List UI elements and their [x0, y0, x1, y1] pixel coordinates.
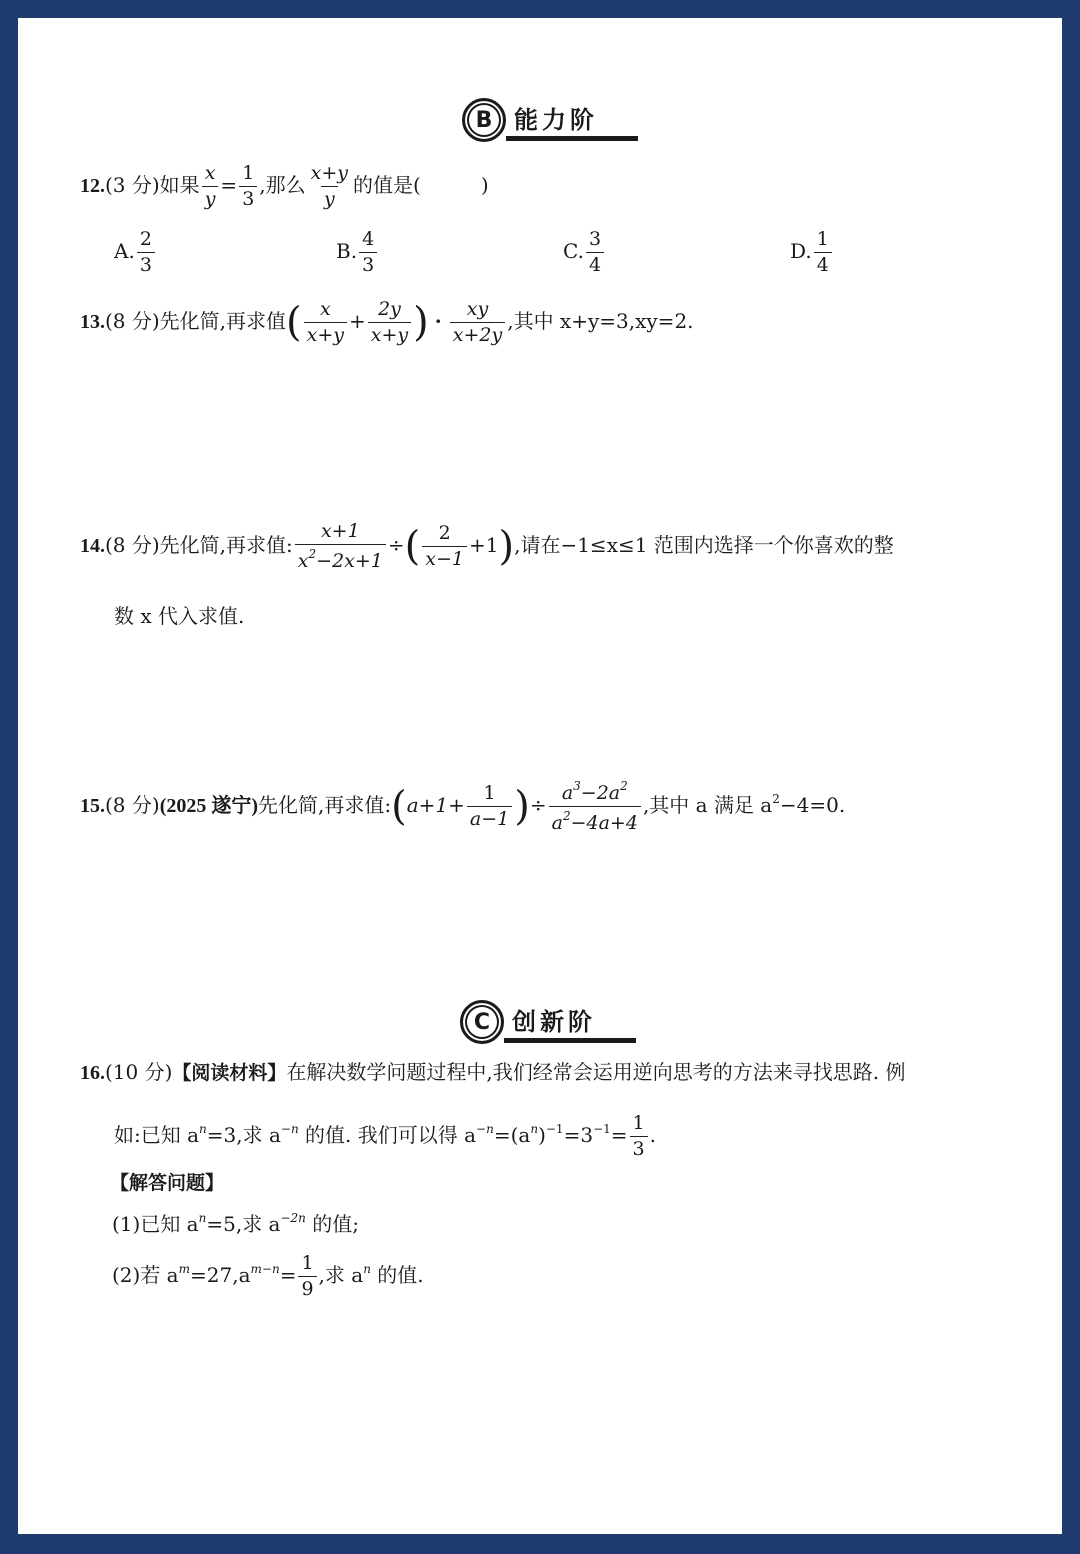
question-14-line2: 数 x 代入求值.	[114, 604, 245, 628]
section-b-badge: B	[462, 98, 506, 142]
fraction-x-over-y: $\frac{x}{y}$	[202, 164, 219, 209]
question-16-part-1: (1)已知 $a^n=5$,求 $a^{-2n}$ 的值;	[112, 1211, 360, 1236]
question-number: 14.	[80, 535, 105, 557]
question-prefix: (8 分)先化简,再求值	[105, 309, 287, 333]
question-15: 15.(8 分)(2025 遂宁)先化简,再求值:(a+1+ $\frac{1}{a-1}$ )÷ $\frac{a^3-2a^2}{a^2-4a+4}$ ,其中 a 满足 $a^2-4=0$.	[80, 779, 846, 834]
fraction-one-third: $\frac{1}{3}$	[239, 164, 257, 209]
question-16: 16.(10 分)【阅读材料】在解决数学问题过程中,我们经常会运用逆向思考的方法来寻找思路. 例	[80, 1060, 906, 1084]
question-number: 12.	[80, 175, 105, 197]
option-c[interactable]: C. $\frac{3}{4}$	[563, 230, 606, 275]
section-c-underline	[504, 1038, 636, 1043]
section-c-title: 创新阶	[512, 1008, 596, 1036]
section-b-underline	[506, 136, 638, 141]
question-suffix: 的值是( )	[353, 173, 489, 197]
question-suffix: ,其中 x+y=3,xy=2.	[507, 309, 694, 333]
question-suffix: ,请在−1≤x≤1 范围内选择一个你喜欢的整	[514, 533, 894, 557]
question-16-line2: 如:已知 $a^n=3$,求 $a^{-n}$ 的值. 我们可以得 $a^{-n}=(a^n)^{-1}=3^{-1}=$ $\frac{1}{3}$ .	[114, 1112, 656, 1160]
worksheet-page	[18, 18, 1062, 1534]
question-12: 12.(3 分)如果 $\frac{x}{y}$ = $\frac{1}{3}$ ,那么 $\frac{x+y}{y}$ 的值是( )	[80, 162, 489, 210]
section-b-header	[462, 98, 642, 144]
question-14: 14.(8 分)先化简,再求值: $\frac{x+1}{x^2-2x+1}$ ÷( $\frac{2}{x-1}$ +1),请在−1≤x≤1 范围内选择一个你喜欢的整	[80, 520, 894, 572]
question-16-part-2: (2)若 $a^m=27,a^{m-n}=$ $\frac{1}{9}$ ,求 $a^n$ 的值.	[112, 1252, 424, 1300]
answer-questions-tag: 【解答问题】	[110, 1172, 225, 1194]
section-b-title: 能力阶	[514, 106, 598, 134]
question-number: 13.	[80, 311, 105, 333]
option-a[interactable]: A. $\frac{2}{3}$	[114, 230, 157, 275]
question-prefix: (3 分)如果	[105, 173, 200, 197]
question-source: (2025 遂宁)	[159, 795, 259, 817]
section-c-badge: C	[460, 1000, 504, 1044]
option-b[interactable]: B. $\frac{4}{3}$	[336, 230, 379, 275]
question-13: 13.(8 分)先化简,再求值( $\frac{x}{x+y}$ + $\frac{2y}{x+y}$ ) · $\frac{xy}{x+2y}$ ,其中 x+y=3,xy=2.	[80, 298, 694, 346]
fraction-target: $\frac{x+y}{y}$	[310, 162, 349, 210]
question-prefix: (8 分)先化简,再求值:	[105, 533, 293, 557]
question-number: 15.	[80, 795, 105, 817]
option-d[interactable]: D. $\frac{1}{4}$	[790, 230, 834, 275]
question-number: 16.	[80, 1062, 105, 1084]
reading-material-tag: 【阅读材料】	[172, 1062, 287, 1084]
section-c-header	[460, 1000, 640, 1046]
